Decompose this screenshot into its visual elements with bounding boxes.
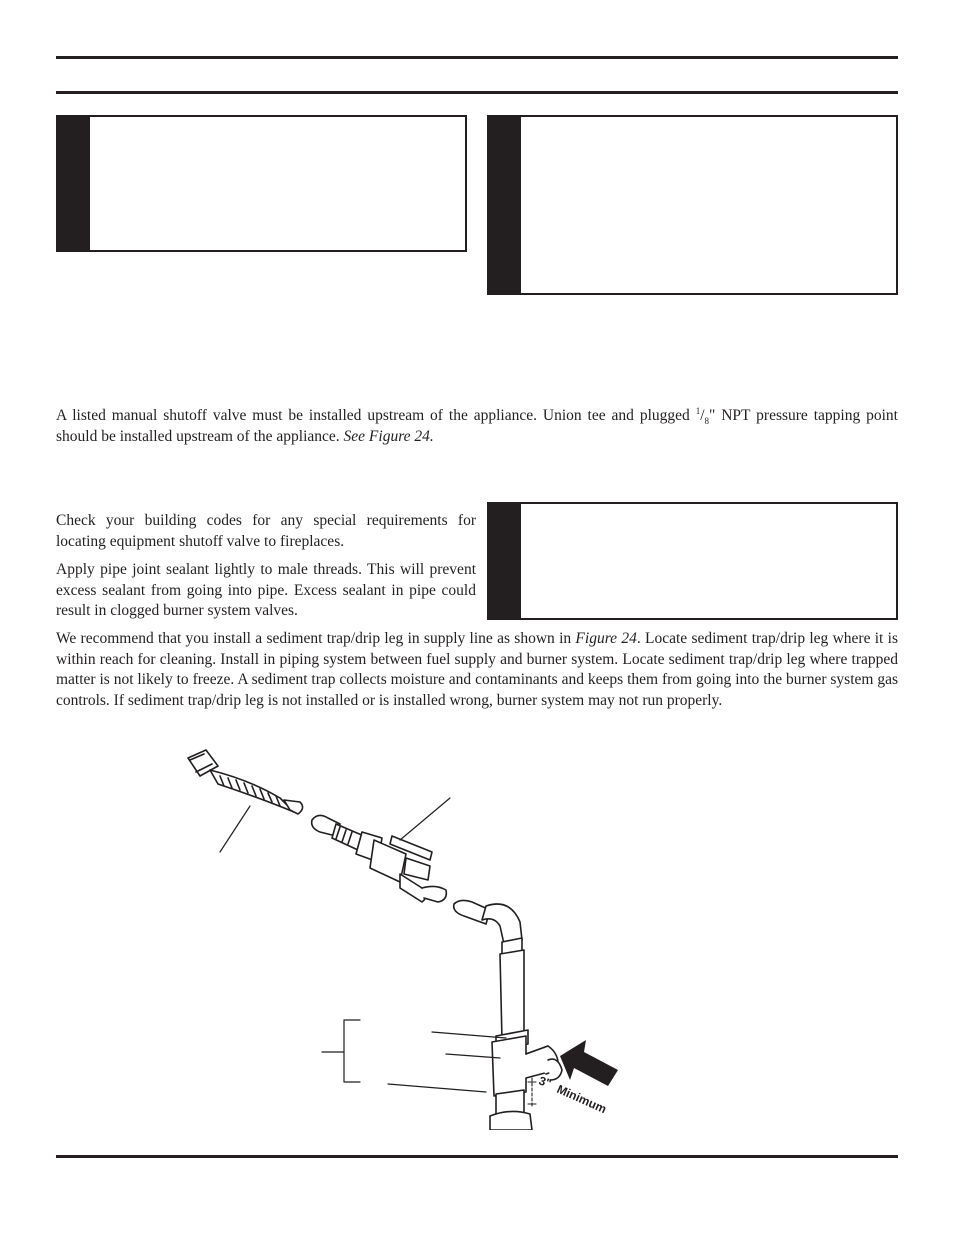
minimum-arrow	[560, 1040, 618, 1086]
dimension-label: 3"	[537, 1073, 554, 1091]
header-rule-bottom	[56, 91, 898, 94]
notice-box-bar	[489, 504, 521, 618]
pipe-sealant-paragraph: Apply pipe joint sealant lightly to male threads. This will prevent excess sealant from going into pipe. Excess sealant in pipe could result in clogged burner system valves.	[56, 561, 476, 620]
notice-box-bar	[58, 117, 90, 250]
gas-piping-figure	[160, 740, 640, 1130]
notice-box-bar	[489, 117, 521, 293]
notice-box-left	[56, 115, 467, 252]
notice-box-right	[487, 115, 898, 295]
flex-connector	[188, 750, 303, 814]
footer-rule	[56, 1155, 898, 1158]
shutoff-valve-paragraph: A listed manual shutoff valve must be installed upstream of the appliance. Union tee and plugged $^1/_8$" NPT pressure tapping point should be installed upstream of the appliance. See Figure 24.	[56, 405, 898, 445]
building-codes-paragraph: Check your building codes for any special requirements for locating equipment shutoff valve to fireplaces.	[56, 512, 476, 550]
minimum-label: Minimum	[554, 1081, 609, 1117]
notice-box-middle	[487, 502, 898, 620]
shutoff-valve	[312, 815, 447, 902]
header-rule-top	[56, 56, 898, 59]
sediment-trap-paragraph: We recommend that you install a sediment trap/drip leg in supply line as shown in Figure 24. Locate sediment trap/drip leg where it is within reach for cleaning. Install in piping system between fuel supply and burner system. Locate sediment trap/drip leg where trapped matter is not likely to freeze. A sediment trap collects moisture and contaminants and keeps them from going into the burner system gas controls. If sediment trap/drip leg is not installed or is installed wrong, burner system may not run properly.	[56, 630, 898, 709]
drip-leg-pipe	[454, 900, 562, 1130]
